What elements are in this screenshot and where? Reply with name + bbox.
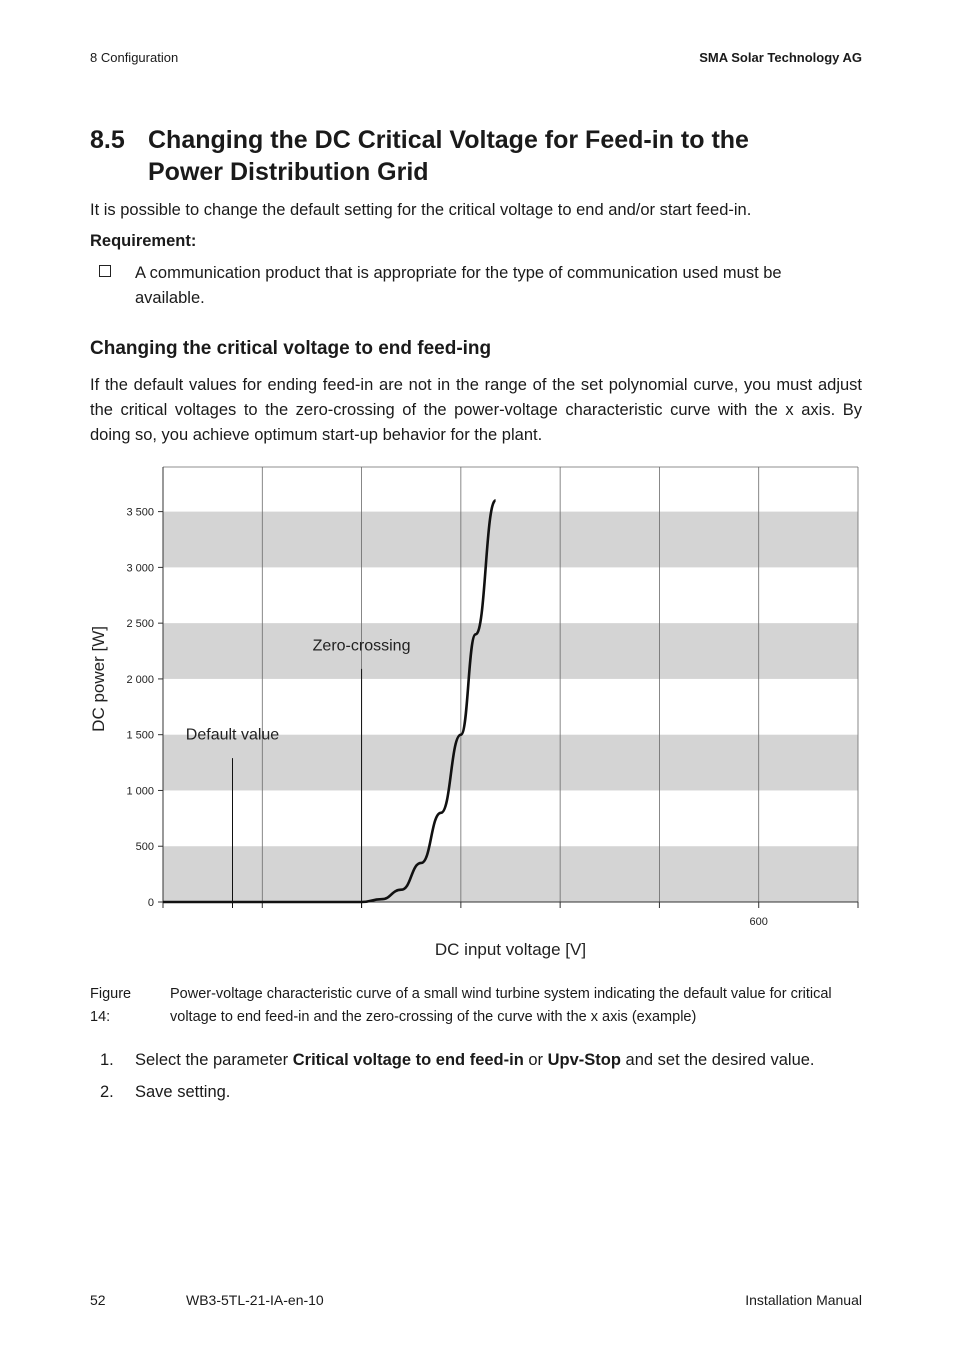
caption-label: Figure 14: [90, 986, 132, 1025]
document-id: WB3-5TL-21-IA-en-10 [186, 1292, 324, 1308]
requirement-label: Requirement: [90, 232, 197, 250]
section-title-line2: Power Distribution Grid [148, 158, 429, 186]
power-voltage-chart [80, 455, 880, 970]
checkbox-icon [99, 265, 111, 277]
y-tick-label: 2 000 [126, 673, 154, 686]
caption-text: Power-voltage characteristic curve of a small wind turbine system indicating the default value for critical voltage to end feed-in and the zero-crossing of the curve with the x axis (example) [170, 986, 832, 1025]
header-company: SMA Solar Technology AG [699, 50, 862, 65]
section-number: 8.5 [90, 126, 125, 154]
section-title [90, 124, 749, 188]
annotation-label: Default value [185, 726, 280, 744]
y-tick-label: 1 000 [126, 785, 154, 798]
step-number: 1. [100, 1051, 114, 1069]
parameter-name: Upv-Stop [547, 1051, 621, 1069]
y-tick-label: 0 [147, 897, 154, 909]
y-tick-label: 1 500 [126, 729, 154, 742]
step-text: and set the desired value. [620, 1051, 815, 1069]
y-tick-label: 3 500 [126, 506, 154, 519]
manual-type: Installation Manual [745, 1292, 862, 1308]
header-section: 8 Configuration [90, 50, 179, 65]
step-text: Save setting. [135, 1083, 231, 1101]
page-number: 52 [90, 1292, 106, 1308]
step-number: 2. [100, 1083, 114, 1101]
x-tick-label: 600 [749, 916, 768, 928]
grid-band [163, 623, 858, 679]
section-title-line1: Changing the DC Critical Voltage for Feed-in to the [148, 126, 749, 154]
grid-band [163, 512, 858, 568]
subsection-body: If the default values for ending feed-in are not in the range of the set polynomial curve, you must adjust the critical voltages to the zero-crossing of the power-voltage characteristic curve with the x axis. By doing so, you achieve optimum start-up behavior for the plant. [90, 376, 862, 444]
step-text: or [523, 1051, 548, 1069]
y-tick-label: 3 000 [126, 562, 154, 575]
requirement-item: A communication product that is appropriate for the type of communication used must be available. [135, 264, 782, 307]
y-tick-label: 2 500 [126, 618, 154, 631]
parameter-name: Critical voltage to end feed-in [292, 1051, 524, 1069]
x-axis-label: DC input voltage [V] [434, 940, 587, 959]
intro-paragraph: It is possible to change the default setting for the critical voltage to end and/or start feed-in. [90, 201, 752, 219]
step-text: Select the parameter [135, 1051, 293, 1069]
annotation-label: Zero-crossing [312, 637, 411, 655]
y-axis-label: DC power [W] [89, 626, 108, 732]
grid-band [163, 846, 858, 902]
subsection-title: Changing the critical voltage to end feed-ing [90, 338, 492, 359]
y-tick-label: 500 [135, 841, 154, 854]
